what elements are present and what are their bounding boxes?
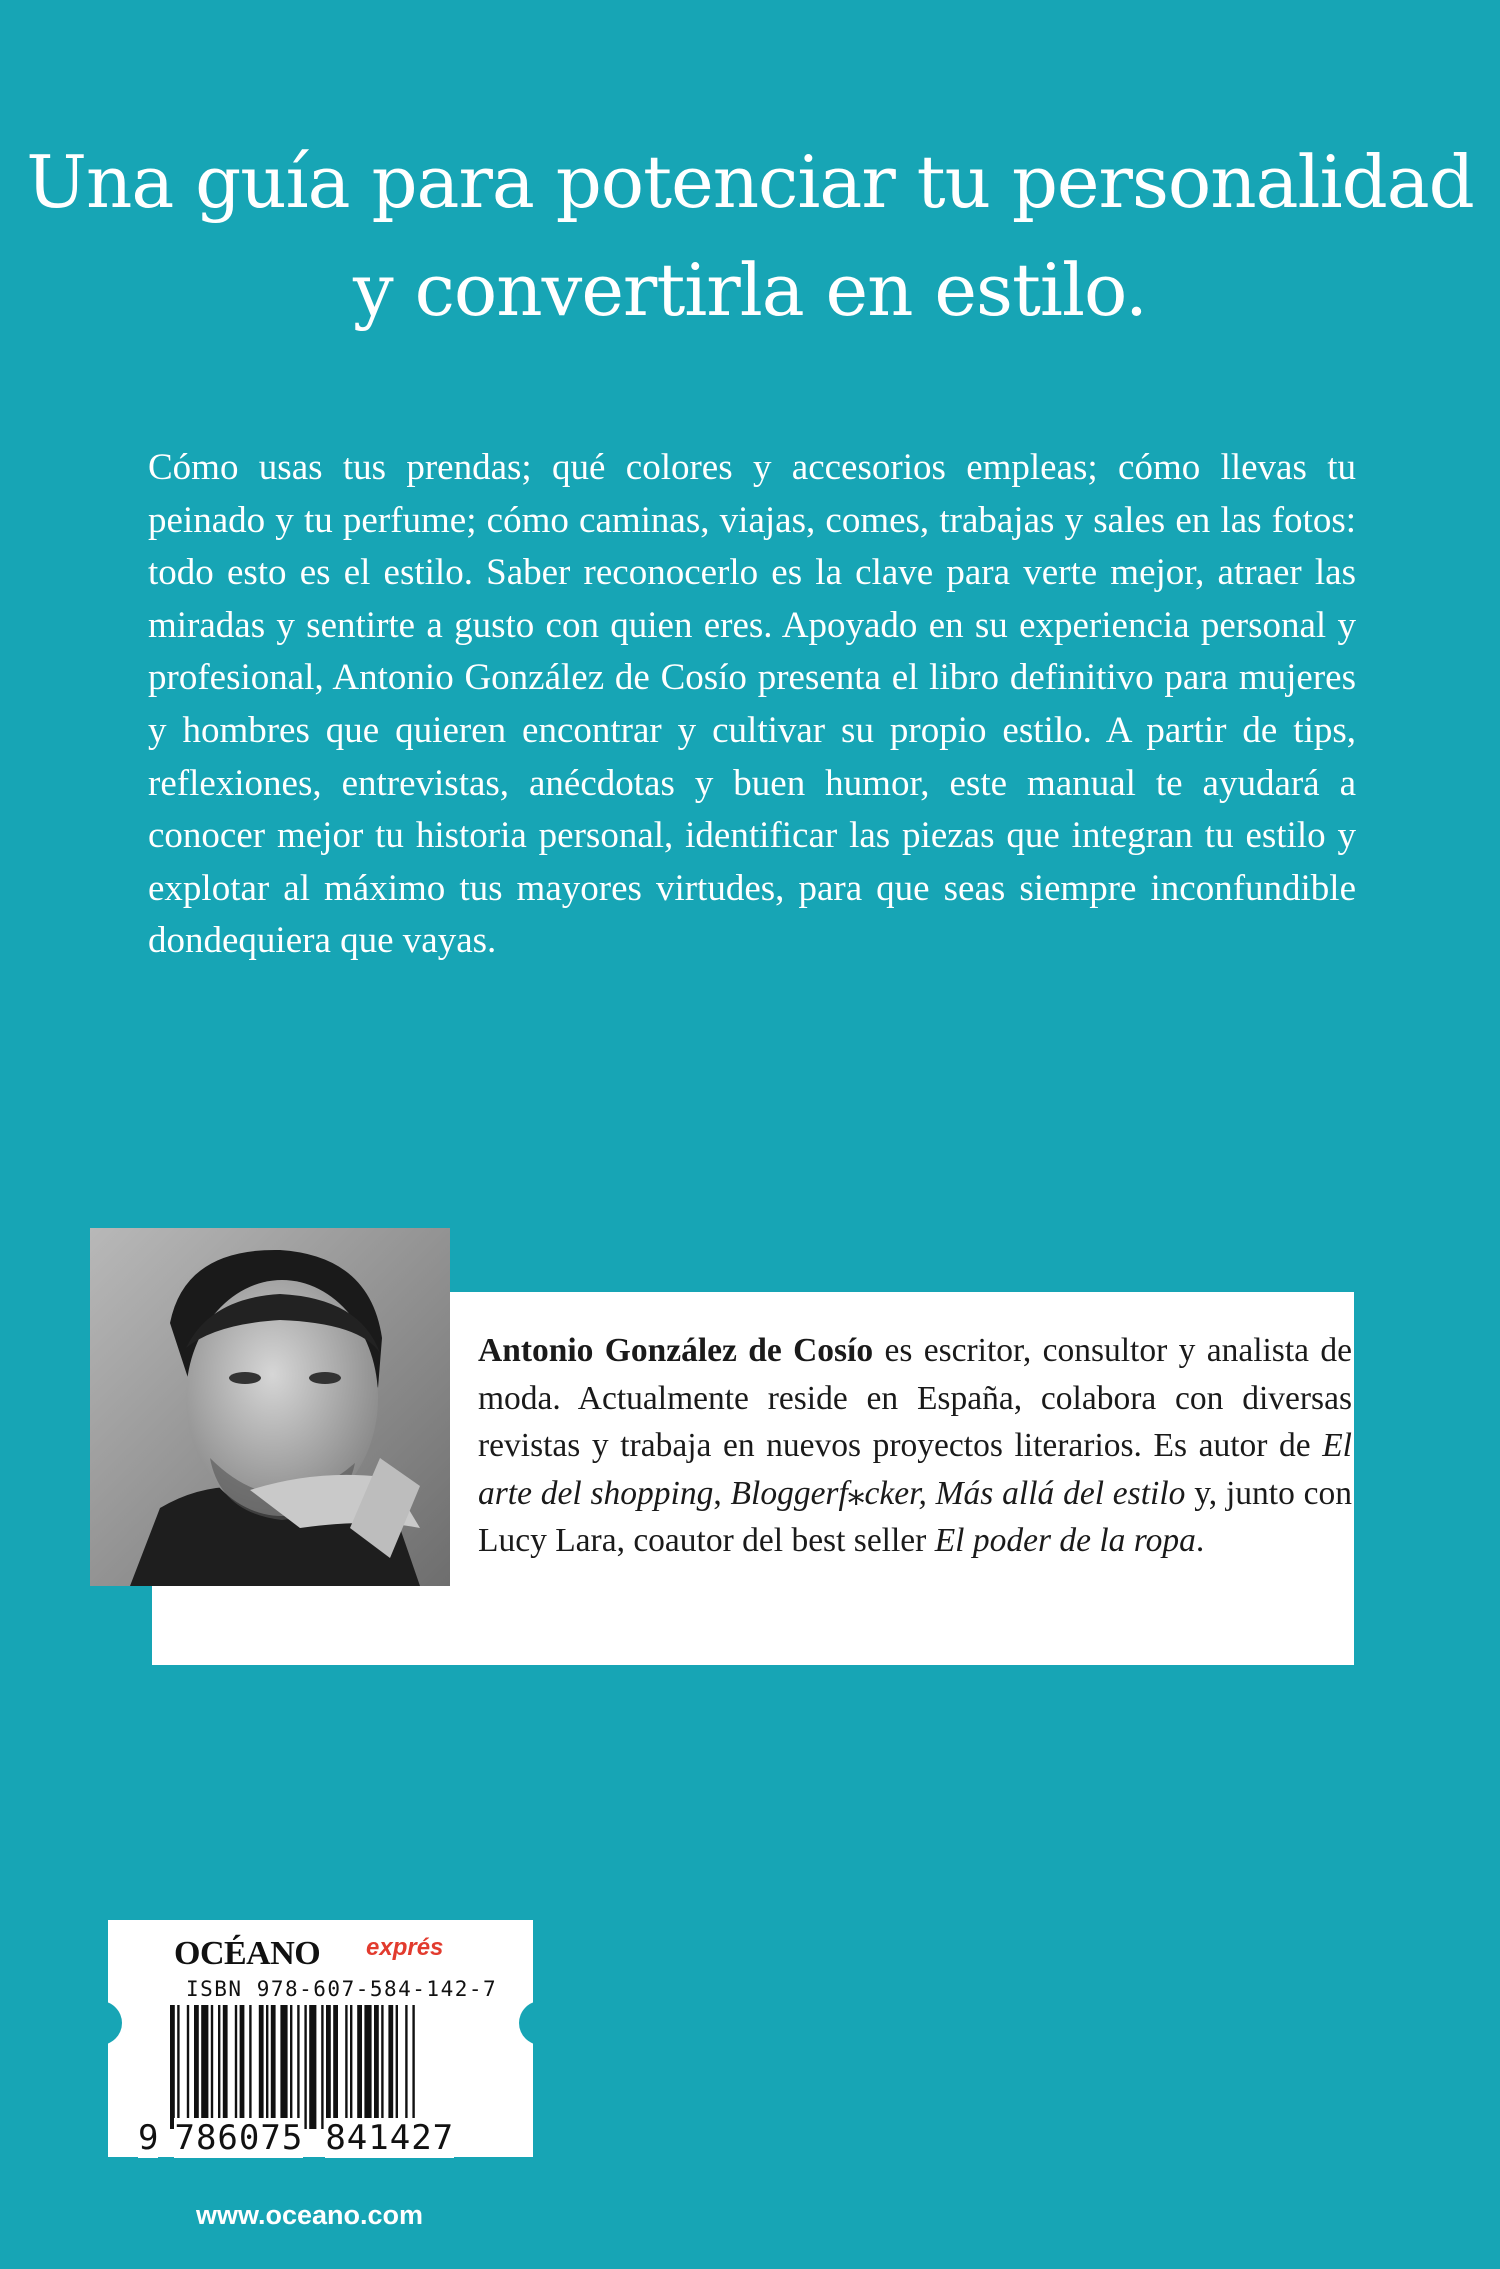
- book-title-3: El poder de la ropa: [934, 1522, 1196, 1559]
- barcode-digits-right: 841427: [325, 2118, 455, 2158]
- author-portrait-illustration: [90, 1228, 450, 1586]
- author-photo: [90, 1228, 450, 1586]
- author-bio-part-3: .: [1195, 1522, 1205, 1559]
- book-title-1: El arte del shopping: [478, 1427, 1352, 1512]
- barcode-bar: [381, 2005, 383, 2129]
- barcode-bar: [309, 2005, 316, 2129]
- headline-line-2: y convertirla en estilo.: [353, 248, 1147, 332]
- barcode-bar: [187, 2005, 189, 2129]
- author-bio-text: [478, 1327, 1352, 1565]
- barcode-bar: [170, 2005, 175, 2129]
- isbn-text: ISBN 978-607-584-142-7: [186, 1977, 498, 2001]
- barcode-digit-first: 9: [138, 2118, 159, 2158]
- barcode-bar: [405, 2005, 407, 2129]
- barcode-bar: [211, 2005, 213, 2129]
- barcode-bar: [266, 2005, 268, 2129]
- barcode-bar: [271, 2005, 276, 2129]
- barcode-bar: [350, 2005, 352, 2129]
- author-bio-part-1: es escritor, consultor y analista de moda. Actualmente reside en España, colabora con diversas revistas y trabaja en nuevos proyectos literarios. Es autor de: [478, 1332, 1352, 1464]
- barcode-bar: [396, 2005, 398, 2129]
- barcode-bar: [321, 2005, 323, 2129]
- barcode-bar: [223, 2005, 228, 2129]
- book-title-2: Bloggerf⁎cker, Más allá del estilo: [730, 1474, 1186, 1512]
- barcode-bar: [357, 2005, 362, 2129]
- barcode-bar: [240, 2005, 245, 2129]
- barcode-digits-left: 786075: [174, 2118, 304, 2158]
- barcode-bar: [345, 2005, 347, 2129]
- barcode-bar: [290, 2005, 292, 2129]
- barcode-bar: [333, 2005, 338, 2129]
- author-name: Antonio González de Cosío: [478, 1332, 874, 1369]
- author-bio-part-2: y, junto con Lucy Lara, coautor del best seller: [478, 1474, 1353, 1559]
- barcode-bar: [218, 2005, 220, 2129]
- book-separator: ,: [713, 1474, 731, 1512]
- barcode-digits: [138, 2118, 510, 2158]
- barcode-bar: [326, 2005, 331, 2129]
- barcode-bar: [235, 2005, 237, 2129]
- barcode-bar: [249, 2005, 251, 2129]
- barcode-bar: [194, 2005, 199, 2129]
- headline: [0, 128, 1500, 344]
- barcode-bar: [412, 2005, 414, 2129]
- synopsis-text: Cómo usas tus prendas; qué colores y accesorios empleas; cómo llevas tu peinado y tu perfume; cómo caminas, viajas, comes, trabajas y sales en las fotos: todo esto es el estilo. Saber reconocerlo es la clave para verte mejor, atraer las miradas y sentirte a gusto con quien eres. Apoyado en su experiencia personal y profesional, Antonio González de Cosío presenta el libro definitivo para mujeres y hombres que quieren encontrar y cultivar su propio estilo. A partir de tips, reflexiones, entrevistas, anécdotas y buen humor, este manual te ayudará a conocer mejor tu historia personal, identificar las piezas que integran tu estilo y explotar al máximo tus mayores virtudes, para que seas siempre inconfundible dondequiera que vayas.: [148, 447, 1356, 962]
- barcode-bar: [259, 2005, 264, 2129]
- barcode-bar: [304, 2005, 306, 2129]
- publisher-imprint: exprés: [366, 1934, 444, 1961]
- barcode-bar: [364, 2005, 371, 2129]
- barcode-bars: [170, 2005, 492, 2129]
- publisher-website-link[interactable]: www.oceano.com: [196, 2200, 424, 2230]
- barcode-bar: [374, 2005, 379, 2129]
- publisher-logo: OCÉANO: [174, 1935, 321, 1972]
- barcode-bar: [280, 2005, 287, 2129]
- barcode-bar: [388, 2005, 393, 2129]
- barcode-bar: [201, 2005, 208, 2129]
- barcode-bar: [297, 2005, 299, 2129]
- barcode-bar: [177, 2005, 179, 2129]
- headline-line-1: Una guía para potenciar tu personalidad: [26, 140, 1474, 224]
